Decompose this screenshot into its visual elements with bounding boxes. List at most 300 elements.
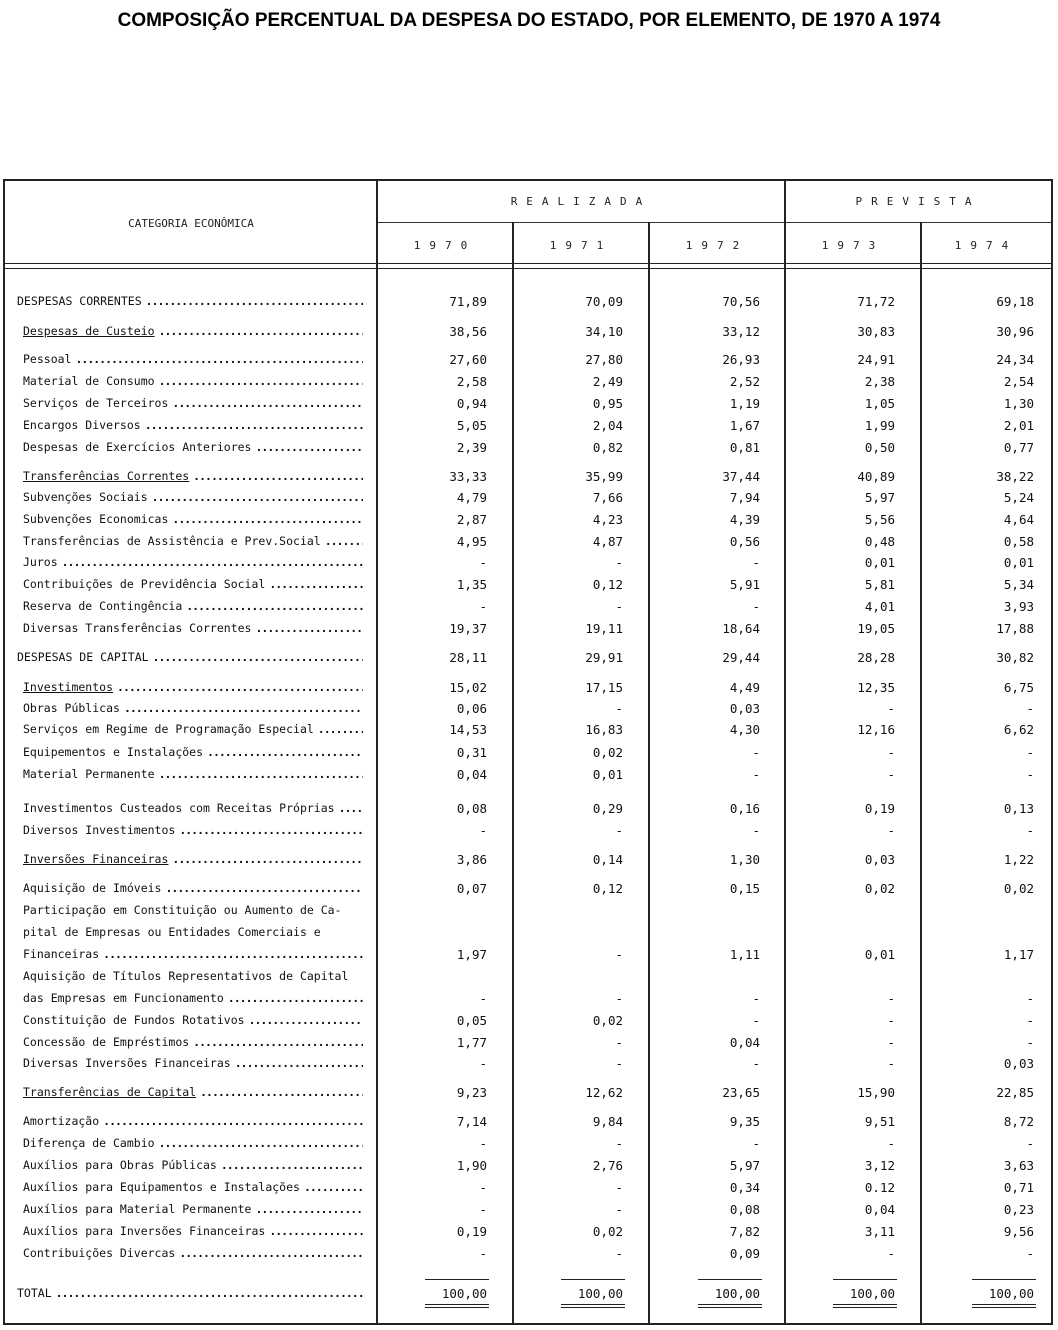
total-rule: [561, 1279, 625, 1280]
value-cell-1973: -: [887, 1056, 895, 1071]
row-label-text: Auxílios para Equipamentos e Instalações: [23, 1180, 300, 1194]
value-cell-1972: -: [752, 1136, 760, 1151]
row-label-text: Diversas Transferências Correntes: [23, 621, 252, 635]
value-cell-1970: 0,31: [456, 745, 487, 760]
dot-leader: [193, 469, 363, 483]
dot-leader: [103, 947, 363, 961]
table-row: [5, 1246, 1051, 1266]
row-label: [23, 418, 363, 432]
row-label: [23, 991, 363, 1005]
value-cell-1974: 1,30: [1003, 396, 1034, 411]
value-cell-1972: 0,09: [729, 1246, 760, 1261]
row-label-text: Encargos Diversos: [23, 418, 141, 432]
dot-leader: [56, 1286, 363, 1300]
table-row: [5, 294, 1051, 314]
row-label: [23, 1158, 363, 1172]
value-cell-1970: -: [479, 599, 487, 614]
dot-leader: [318, 722, 363, 736]
value-cell-1972: 100,00: [714, 1286, 760, 1301]
value-cell-1974: 3,63: [1003, 1158, 1034, 1173]
row-label: [23, 1202, 363, 1216]
dot-leader: [159, 324, 363, 338]
category-header: CATEGORIA ECONÔMICA: [128, 217, 254, 230]
table-row: [5, 599, 1051, 619]
value-cell-1974: 69,18: [996, 294, 1034, 309]
value-cell-1973: 1,99: [864, 418, 895, 433]
value-cell-1971: 9,84: [592, 1114, 623, 1129]
value-cell-1970: -: [479, 1136, 487, 1151]
table-row: [5, 903, 1051, 923]
value-cell-1973: 12,16: [857, 722, 895, 737]
value-cell-1970: 0,08: [456, 801, 487, 816]
dot-leader: [339, 801, 363, 815]
dot-leader: [172, 396, 363, 410]
value-cell-1971: -: [615, 701, 623, 716]
dot-leader: [103, 1114, 363, 1128]
row-label: [23, 801, 363, 815]
row-label: [23, 374, 363, 388]
dot-leader: [249, 1013, 363, 1027]
value-cell-1971: 2,04: [592, 418, 623, 433]
row-label: [23, 621, 363, 635]
value-cell-1973: 28,28: [857, 650, 895, 665]
row-label-text: Amortização: [23, 1114, 100, 1128]
row-label: [23, 852, 363, 866]
header-divider: [377, 222, 1051, 223]
value-cell-1972: -: [752, 1013, 760, 1028]
value-cell-1973: 3,12: [864, 1158, 895, 1173]
value-cell-1973: 12,35: [857, 680, 895, 695]
header-double-rule: [5, 263, 1051, 269]
value-cell-1974: 0,58: [1003, 534, 1034, 549]
value-cell-1971: 0,29: [592, 801, 623, 816]
row-label: [23, 680, 363, 694]
value-cell-1971: -: [615, 1180, 623, 1195]
value-cell-1972: 0,16: [729, 801, 760, 816]
value-cell-1972: 5,91: [729, 577, 760, 592]
value-cell-1972: 0,15: [729, 881, 760, 896]
row-label: [17, 1286, 363, 1300]
table-row: [5, 1035, 1051, 1055]
value-cell-1974: -: [1026, 1013, 1034, 1028]
value-cell-1974: -: [1026, 1136, 1034, 1151]
value-cell-1974: 0,01: [1003, 555, 1034, 570]
row-label: [23, 1180, 363, 1194]
table-row: [5, 490, 1051, 510]
value-cell-1974: 0,23: [1003, 1202, 1034, 1217]
value-cell-1971: -: [615, 823, 623, 838]
table-row: [5, 852, 1051, 872]
value-cell-1973: 2,38: [864, 374, 895, 389]
table-row: [5, 1013, 1051, 1033]
row-label-text: pital de Empresas ou Entidades Comerciais e: [23, 925, 321, 939]
row-label-text: Aquisição de Títulos Representativos de Capital: [23, 969, 349, 983]
row-label: [23, 1085, 363, 1099]
value-cell-1970: 0,94: [456, 396, 487, 411]
value-cell-1974: 8,72: [1003, 1114, 1034, 1129]
value-cell-1973: 0,02: [864, 881, 895, 896]
row-label: [23, 352, 363, 366]
value-cell-1971: 27,80: [585, 352, 623, 367]
row-label-text: Equipementos e Instalações: [23, 745, 204, 759]
value-cell-1973: 15,90: [857, 1085, 895, 1100]
year-header: 1971: [549, 239, 613, 252]
table-row: [5, 512, 1051, 532]
value-cell-1971: -: [615, 947, 623, 962]
value-cell-1972: 5,97: [729, 1158, 760, 1173]
row-label: [23, 577, 363, 591]
row-label-text: Auxílios para Inversões Financeiras: [23, 1224, 266, 1238]
row-label-text: Auxílios para Material Permanente: [23, 1202, 252, 1216]
value-cell-1974: -: [1026, 745, 1034, 760]
dot-leader: [62, 555, 363, 569]
row-label-text: Transferências Correntes: [23, 469, 190, 483]
row-label: [23, 512, 363, 526]
dot-leader: [269, 1224, 363, 1238]
year-header: 1970: [413, 239, 477, 252]
row-label: [23, 396, 363, 410]
row-label: [23, 555, 363, 569]
value-cell-1974: 38,22: [996, 469, 1034, 484]
dot-leader: [146, 294, 363, 308]
row-label-text: Contribuições de Previdência Social: [23, 577, 266, 591]
value-cell-1971: 2,76: [592, 1158, 623, 1173]
row-label: [23, 947, 363, 961]
dot-leader: [186, 599, 363, 613]
value-cell-1970: 100,00: [441, 1286, 487, 1301]
value-cell-1972: -: [752, 991, 760, 1006]
value-cell-1972: 4,30: [729, 722, 760, 737]
row-label-text: TOTAL: [17, 1286, 52, 1300]
dot-leader: [153, 650, 363, 664]
row-label: [23, 823, 363, 837]
value-cell-1970: 14,53: [449, 722, 487, 737]
value-cell-1972: 4,39: [729, 512, 760, 527]
value-cell-1971: -: [615, 1035, 623, 1050]
dot-leader: [207, 745, 363, 759]
row-label: [17, 650, 363, 664]
table-row: [5, 534, 1051, 554]
row-label-text: Subvenções Sociais: [23, 490, 148, 504]
value-cell-1974: -: [1026, 767, 1034, 782]
value-cell-1970: -: [479, 1202, 487, 1217]
value-cell-1971: 35,99: [585, 469, 623, 484]
value-cell-1972: 26,93: [722, 352, 760, 367]
year-header: 1974: [954, 239, 1018, 252]
value-cell-1970: 27,60: [449, 352, 487, 367]
expense-composition-table: [3, 179, 1053, 1325]
value-cell-1973: -: [887, 1136, 895, 1151]
dot-leader: [255, 1202, 363, 1216]
table-row: [5, 801, 1051, 821]
row-label: [23, 881, 363, 895]
total-double-rule: [561, 1304, 625, 1308]
value-cell-1970: 4,79: [456, 490, 487, 505]
table-row: [5, 1224, 1051, 1244]
value-cell-1972: 9,35: [729, 1114, 760, 1129]
value-cell-1972: -: [752, 745, 760, 760]
table-row: [5, 352, 1051, 372]
value-cell-1974: 5,34: [1003, 577, 1034, 592]
value-cell-1971: 34,10: [585, 324, 623, 339]
table-row: [5, 418, 1051, 438]
value-cell-1972: 1,19: [729, 396, 760, 411]
value-cell-1970: 0,05: [456, 1013, 487, 1028]
row-label: [23, 1224, 363, 1238]
value-cell-1974: -: [1026, 991, 1034, 1006]
value-cell-1972: 2,52: [729, 374, 760, 389]
value-cell-1973: -: [887, 767, 895, 782]
total-rule: [972, 1279, 1036, 1280]
value-cell-1974: 2,54: [1003, 374, 1034, 389]
value-cell-1970: 1,77: [456, 1035, 487, 1050]
dot-leader: [193, 1035, 363, 1049]
value-cell-1974: 4,64: [1003, 512, 1034, 527]
table-row: [5, 1056, 1051, 1076]
row-label-text: Subvenções Economicas: [23, 512, 169, 526]
value-cell-1971: 0,12: [592, 881, 623, 896]
table-row: [5, 324, 1051, 344]
value-cell-1971: 0,14: [592, 852, 623, 867]
value-cell-1973: 0,19: [864, 801, 895, 816]
value-cell-1972: 23,65: [722, 1085, 760, 1100]
total-rule: [833, 1279, 897, 1280]
value-cell-1973: 100,00: [849, 1286, 895, 1301]
value-cell-1974: -: [1026, 701, 1034, 716]
value-cell-1971: 70,09: [585, 294, 623, 309]
value-cell-1971: -: [615, 991, 623, 1006]
value-cell-1971: 4,87: [592, 534, 623, 549]
value-cell-1971: 19,11: [585, 621, 623, 636]
value-cell-1970: 1,35: [456, 577, 487, 592]
value-cell-1971: 7,66: [592, 490, 623, 505]
value-cell-1973: 0,50: [864, 440, 895, 455]
table-row: [5, 1136, 1051, 1156]
value-cell-1973: 71,72: [857, 294, 895, 309]
table-row: [5, 745, 1051, 765]
value-cell-1974: 0,77: [1003, 440, 1034, 455]
value-cell-1972: 0,08: [729, 1202, 760, 1217]
value-cell-1973: -: [887, 701, 895, 716]
table-row: [5, 621, 1051, 641]
dot-leader: [145, 418, 363, 432]
value-cell-1972: 33,12: [722, 324, 760, 339]
value-cell-1971: 29,91: [585, 650, 623, 665]
table-row: [5, 1202, 1051, 1222]
value-cell-1971: 17,15: [585, 680, 623, 695]
row-label-text: Diversos Investimentos: [23, 823, 176, 837]
value-cell-1973: 0,04: [864, 1202, 895, 1217]
value-cell-1970: 0,19: [456, 1224, 487, 1239]
row-label: [23, 469, 363, 483]
value-cell-1973: -: [887, 1013, 895, 1028]
dot-leader: [179, 1246, 363, 1260]
row-label-text: Obras Públicas: [23, 701, 120, 715]
row-label: [23, 1056, 363, 1070]
value-cell-1973: 0,01: [864, 555, 895, 570]
row-label: [23, 745, 363, 759]
row-label: [23, 903, 363, 917]
row-label-text: Contribuições Divercas: [23, 1246, 176, 1260]
table-row: [5, 469, 1051, 489]
row-label-text: Serviços de Terceiros: [23, 396, 169, 410]
value-cell-1972: 29,44: [722, 650, 760, 665]
value-cell-1970: 71,89: [449, 294, 487, 309]
table-row: [5, 577, 1051, 597]
value-cell-1974: 30,82: [996, 650, 1034, 665]
dot-leader: [152, 490, 363, 504]
value-cell-1973: -: [887, 745, 895, 760]
value-cell-1972: 4,49: [729, 680, 760, 695]
value-cell-1971: 2,49: [592, 374, 623, 389]
value-cell-1974: 2,01: [1003, 418, 1034, 433]
value-cell-1974: 0,71: [1003, 1180, 1034, 1195]
value-cell-1971: 0,02: [592, 745, 623, 760]
value-cell-1973: 5,56: [864, 512, 895, 527]
value-cell-1974: -: [1026, 1035, 1034, 1050]
row-label: [17, 294, 363, 308]
value-cell-1973: 0,03: [864, 852, 895, 867]
row-label: [23, 1114, 363, 1128]
year-header: 1972: [685, 239, 749, 252]
dot-leader: [124, 701, 363, 715]
value-cell-1973: 19,05: [857, 621, 895, 636]
value-cell-1970: -: [479, 1180, 487, 1195]
value-cell-1974: 0,02: [1003, 881, 1034, 896]
value-cell-1974: -: [1026, 823, 1034, 838]
value-cell-1970: 1,97: [456, 947, 487, 962]
value-cell-1971: 0,95: [592, 396, 623, 411]
total-row: [5, 1286, 1051, 1306]
table-row: [5, 969, 1051, 989]
row-label-text: DESPESAS CORRENTES: [17, 294, 142, 308]
table-row: [5, 925, 1051, 945]
row-label-text: Constituição de Fundos Rotativos: [23, 1013, 245, 1027]
total-double-rule: [425, 1304, 489, 1308]
row-label-text: Juros: [23, 555, 58, 569]
table-row: [5, 767, 1051, 787]
value-cell-1974: 1,17: [1003, 947, 1034, 962]
row-label-text: Investimentos: [23, 680, 114, 694]
value-cell-1972: 7,82: [729, 1224, 760, 1239]
dot-leader: [304, 1180, 363, 1194]
value-cell-1970: 0,07: [456, 881, 487, 896]
table-row: [5, 374, 1051, 394]
row-label-text: Transferências de Assistência e Prev.Social: [23, 534, 321, 548]
value-cell-1973: 3,11: [864, 1224, 895, 1239]
row-label-text: Pessoal: [23, 352, 72, 366]
value-cell-1970: 38,56: [449, 324, 487, 339]
value-cell-1972: 0,03: [729, 701, 760, 716]
table-row: [5, 1180, 1051, 1200]
value-cell-1973: 0.12: [864, 1180, 895, 1195]
value-cell-1974: 1,22: [1003, 852, 1034, 867]
table-row: [5, 701, 1051, 721]
dot-leader: [159, 374, 363, 388]
table-row: [5, 947, 1051, 967]
dot-leader: [228, 991, 363, 1005]
dot-leader: [172, 852, 363, 866]
total-double-rule: [698, 1304, 762, 1308]
dot-leader: [165, 881, 363, 895]
value-cell-1974: 6,75: [1003, 680, 1034, 695]
value-cell-1971: 4,23: [592, 512, 623, 527]
value-cell-1972: 1,11: [729, 947, 760, 962]
row-label: [23, 440, 363, 454]
row-label-text: Transferências de Capital: [23, 1085, 197, 1099]
value-cell-1971: -: [615, 555, 623, 570]
row-label-text: Despesas de Exercícios Anteriores: [23, 440, 252, 454]
value-cell-1972: 0,81: [729, 440, 760, 455]
row-label-text: DESPESAS DE CAPITAL: [17, 650, 149, 664]
value-cell-1973: 0,01: [864, 947, 895, 962]
row-label: [23, 767, 363, 781]
row-label: [23, 324, 363, 338]
table-row: [5, 1158, 1051, 1178]
value-cell-1971: 0,02: [592, 1224, 623, 1239]
value-cell-1971: 0,12: [592, 577, 623, 592]
value-cell-1972: 7,94: [729, 490, 760, 505]
row-label: [23, 969, 363, 983]
value-cell-1970: -: [479, 1056, 487, 1071]
value-cell-1973: 0,48: [864, 534, 895, 549]
prevista-header: PREVISTA: [855, 195, 981, 208]
value-cell-1971: 12,62: [585, 1085, 623, 1100]
value-cell-1974: 24,34: [996, 352, 1034, 367]
table-row: [5, 722, 1051, 742]
value-cell-1970: 19,37: [449, 621, 487, 636]
dot-leader: [75, 352, 363, 366]
year-header: 1973: [821, 239, 885, 252]
value-cell-1974: -: [1026, 1246, 1034, 1261]
value-cell-1970: 7,14: [456, 1114, 487, 1129]
row-label-text: Aquisição de Imóveis: [23, 881, 162, 895]
value-cell-1973: 4,01: [864, 599, 895, 614]
value-cell-1972: 1,30: [729, 852, 760, 867]
table-row: [5, 555, 1051, 575]
total-rule: [698, 1279, 762, 1280]
row-label: [23, 1013, 363, 1027]
value-cell-1970: 0,06: [456, 701, 487, 716]
value-cell-1970: 2,39: [456, 440, 487, 455]
value-cell-1971: 100,00: [577, 1286, 623, 1301]
value-cell-1971: 0,02: [592, 1013, 623, 1028]
value-cell-1971: 0,82: [592, 440, 623, 455]
table-row: [5, 650, 1051, 670]
row-label-text: Auxílios para Obras Públicas: [23, 1158, 217, 1172]
value-cell-1974: 6,62: [1003, 722, 1034, 737]
dot-leader: [255, 440, 363, 454]
dot-leader: [117, 680, 363, 694]
value-cell-1971: -: [615, 1246, 623, 1261]
row-label: [23, 599, 363, 613]
value-cell-1970: -: [479, 1246, 487, 1261]
value-cell-1973: 1,05: [864, 396, 895, 411]
dot-leader: [221, 1158, 363, 1172]
table-row: [5, 991, 1051, 1011]
value-cell-1970: 9,23: [456, 1085, 487, 1100]
dot-leader: [172, 512, 363, 526]
value-cell-1972: -: [752, 599, 760, 614]
value-cell-1974: 0,03: [1003, 1056, 1034, 1071]
value-cell-1973: 5,97: [864, 490, 895, 505]
value-cell-1972: 70,56: [722, 294, 760, 309]
value-cell-1970: 5,05: [456, 418, 487, 433]
row-label: [23, 1136, 363, 1150]
value-cell-1973: 24,91: [857, 352, 895, 367]
table-row: [5, 1085, 1051, 1105]
value-cell-1972: 37,44: [722, 469, 760, 484]
